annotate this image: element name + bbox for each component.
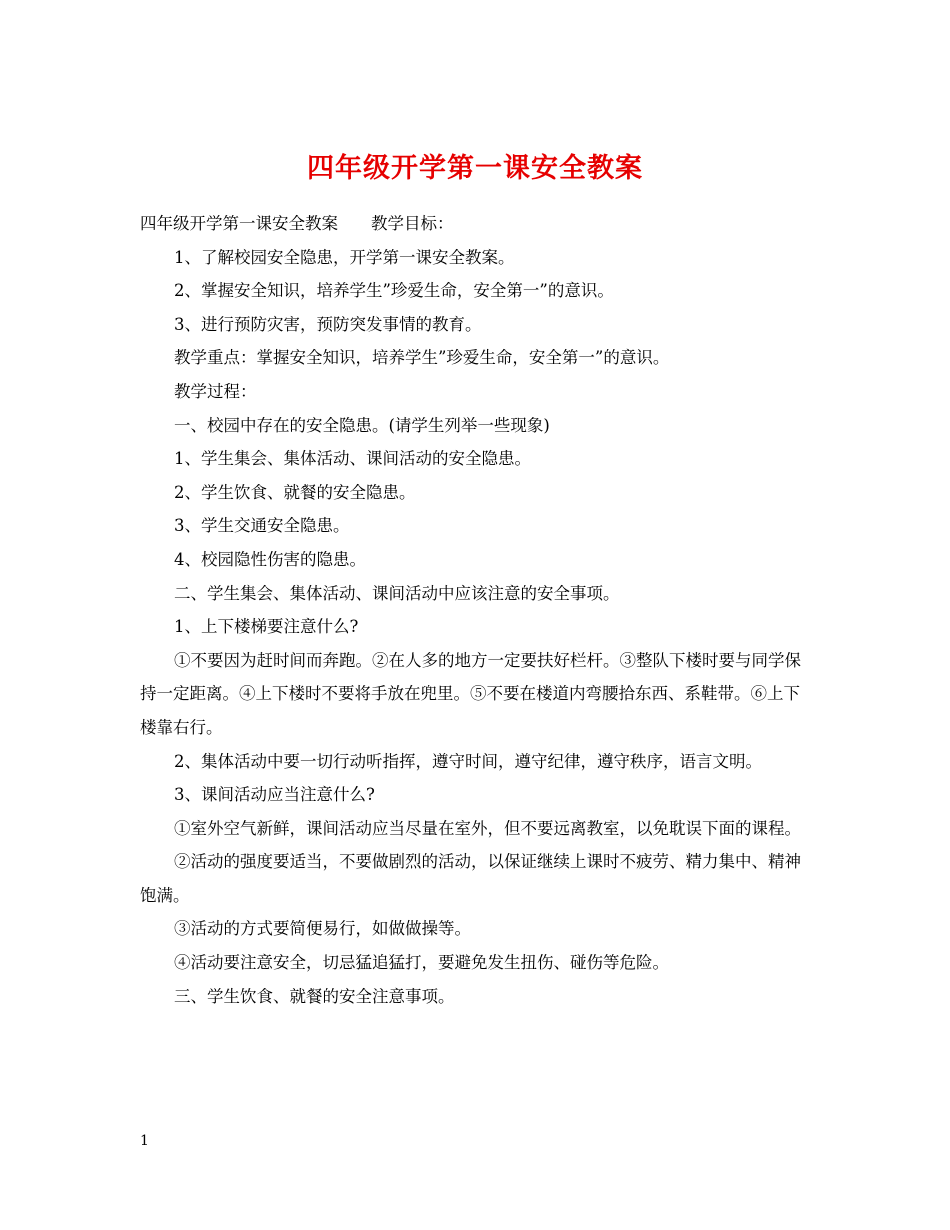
- paragraph: 3、课间活动应当注意什么?: [174, 785, 375, 805]
- paragraph: 3、进行预防灾害，预防突发事情的教育。: [174, 314, 482, 334]
- document-body: [140, 207, 815, 1013]
- document-title: 四年级开学第一课安全教案: [307, 153, 643, 185]
- paragraph: 教学重点：掌握安全知识，培养学生”珍爱生命，安全第一”的意识。: [174, 348, 670, 368]
- paragraph: 四年级开学第一课安全教案 教学目标：: [140, 214, 454, 233]
- paragraph: 2、学生饮食、就餐的安全隐患。: [174, 482, 416, 502]
- paragraph: 2、集体活动中要一切行动听指挥，遵守时间，遵守纪律，遵守秩序，语言文明。: [174, 751, 762, 771]
- page-number: 1: [140, 1133, 149, 1149]
- paragraph: ①室外空气新鲜，课间活动应当尽量在室外，但不要远离教室，以免耽误下面的课程。: [174, 818, 801, 838]
- paragraph: 三、学生饮食、就餐的安全注意事项。: [174, 986, 455, 1006]
- paragraph: 二、学生集会、集体活动、课间活动中应该注意的安全事项。: [174, 583, 620, 603]
- paragraph: 3、学生交通安全隐患。: [174, 516, 350, 536]
- paragraph: 2、掌握安全知识，培养学生”珍爱生命，安全第一”的意识。: [174, 281, 614, 301]
- paragraph: 一、校园中存在的安全隐患。(请学生列举一些现象): [174, 415, 550, 435]
- paragraph: ④活动要注意安全，切忌猛追猛打，要避免发生扭伤、碰伤等危险。: [174, 953, 669, 973]
- paragraph: 1、了解校园安全隐患，开学第一课安全教案。: [174, 247, 515, 267]
- paragraph: 4、校园隐性伤害的隐患。: [174, 549, 366, 569]
- paragraph: 教学过程：: [174, 381, 257, 401]
- paragraph: ②活动的强度要适当，不要做剧烈的活动，以保证继续上课时不疲劳、精力集中、精神饱满。: [140, 852, 801, 905]
- paragraph: 1、上下楼梯要注意什么?: [174, 617, 359, 637]
- paragraph: ①不要因为赶时间而奔跑。②在人多的地方一定要扶好栏杆。③整队下楼时要与同学保持一定距离。④上下楼时不要将手放在兜里。⑤不要在楼道内弯腰拾东西、系鞋带。⑥上下楼靠右行。: [140, 650, 801, 737]
- paragraph: 1、学生集会、集体活动、课间活动的安全隐患。: [174, 449, 531, 469]
- paragraph: ③活动的方式要简便易行，如做做操等。: [174, 919, 471, 939]
